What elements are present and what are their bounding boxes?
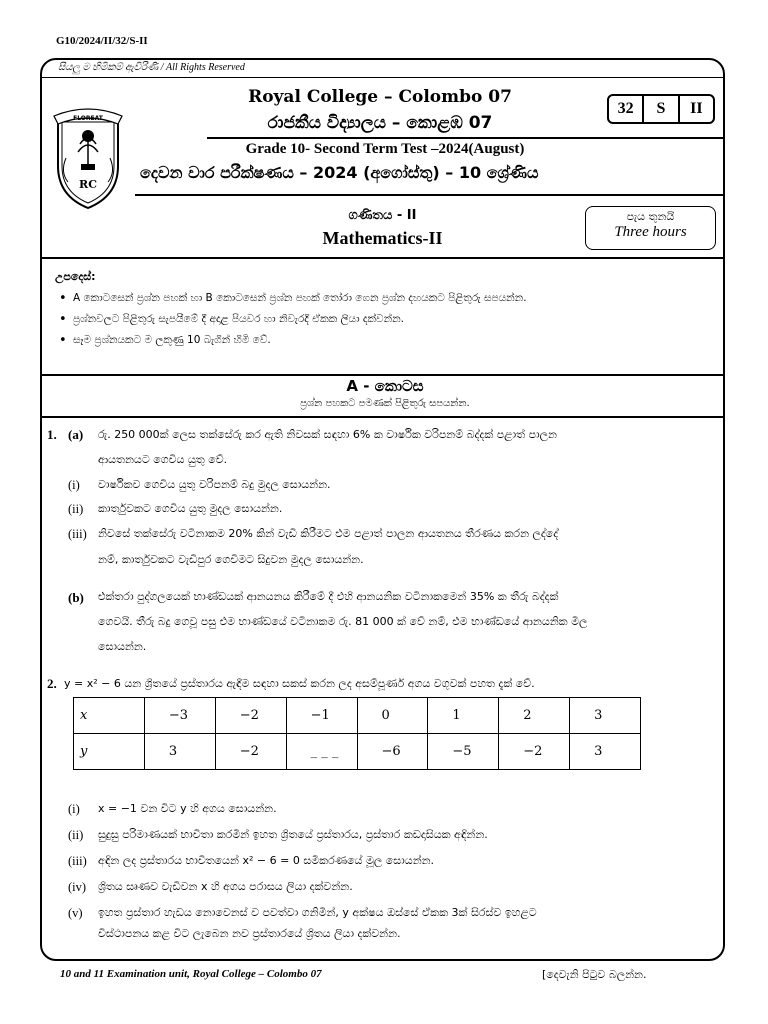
table-cell: −3 bbox=[144, 698, 215, 734]
q2-number: 2. bbox=[47, 676, 57, 691]
paper-code-boxes bbox=[607, 94, 715, 124]
q2-part-iii-text: අඳින ලද ප්‍රස්තාරය භාවිතයෙන් x² − 6 = 0 සමීකරණයේ මූල සොයන්න. bbox=[98, 854, 435, 867]
q2-part-iii-label: (iii) bbox=[68, 854, 87, 868]
table-cell: −2 bbox=[215, 734, 286, 770]
q2-part-v-label: (v) bbox=[68, 906, 83, 920]
header-divider-bottom bbox=[135, 194, 725, 196]
header-divider-top bbox=[207, 137, 725, 139]
q1b-line3: සොයන්න. bbox=[98, 640, 147, 653]
term-line-si: දෙවන වාර පරීක්ෂණය – 2024 (අගෝස්තු) – 10 ශ්‍රේණිය bbox=[140, 163, 539, 182]
table-cell: 2 bbox=[499, 698, 570, 734]
q1a-part-ii-label: (ii) bbox=[68, 502, 84, 516]
instruction-item: • A කොටසෙන් ප්‍රශ්න පහක් හා B කොටසෙන් ප්‍රශ්න පහක් තෝරා ගෙන ප්‍රශ්න දහයකට පිළිතුරු සපයන්න. bbox=[55, 288, 715, 309]
code-box-3: II bbox=[678, 96, 713, 122]
q2-part-i-label: (i) bbox=[68, 802, 80, 816]
q1a-part-iii-label: (iii) bbox=[68, 527, 87, 541]
value-table bbox=[73, 697, 641, 770]
rights-divider bbox=[40, 77, 725, 78]
q1a-part-iii-line2: නම්, කාර්තුවකට වැඩිපුර ගෙවීමට සිදුවන මුදල සොයන්න. bbox=[98, 553, 364, 566]
table-row bbox=[74, 734, 641, 770]
table-cell: 3 bbox=[144, 734, 215, 770]
table-cell: 3 bbox=[570, 698, 641, 734]
q2-part-i-text: x = −1 වන විට y හි අගය සොයන්න. bbox=[98, 802, 277, 815]
q1b-line1: එක්තරා පුද්ගලයෙක් භාණ්ඩයක් ආනයනය කිරීමේ දී එහි ආනයනික වටිනාකමෙන් 35% ක තීරු බද්දක් bbox=[98, 590, 559, 603]
q1b-label: (b) bbox=[68, 590, 84, 605]
q1b-line2: ගෙවයි. තීරු බදු ගෙවූ පසු එම භාණ්ඩයේ වටිනාකම රු. 81 000 ක් වේ නම්, එම භාණ්ඩයේ ආනයනික මිල bbox=[98, 615, 588, 628]
q2-part-iv-label: (iv) bbox=[68, 880, 87, 894]
subject-en: Mathematics-II bbox=[322, 228, 443, 248]
q1a-part-iii-line1: නිවසේ තක්සේරු වටිනාකම 20% කින් වැඩි කිරීමට එම පළාත් පාලන ආයතනය තීරණය කරන ලද්දේ bbox=[98, 527, 559, 540]
section-a-title: A - කොටස bbox=[346, 377, 424, 395]
table-cell: −6 bbox=[357, 734, 428, 770]
q2-part-ii-label: (ii) bbox=[68, 828, 84, 842]
q2-part-v-line2: විස්ථාපනය කළ විට ලැබෙන නව ප්‍රස්තාරයේ ශ්‍රිතය ලියා දක්වන්න. bbox=[98, 927, 401, 940]
q2-intro: y = x² − 6 යන ශ්‍රිතයේ ප්‍රස්තාරය ඇඳීම සඳහා සකස් කරන ලද අසම්පූර්ණ අගය වගුවක් පහත දැක් වේ. bbox=[64, 677, 535, 690]
q2-part-ii-text: සුදුසු පරිමාණයක් භාවිතා කරමින් ඉහත ශ්‍රිතයේ ප්‍රස්තාරය, ප්‍රස්තාර කඩදාසියක අඳින්න. bbox=[98, 828, 488, 841]
college-crest-logo bbox=[48, 96, 128, 212]
footer-left: 10 and 11 Examination unit, Royal College – Colombo 07 bbox=[60, 968, 322, 980]
q2-part-v-line1: ඉහත ප්‍රස්තාර හැඩය නොවෙනස් ව පවත්වා ගනිමින්, y අක්ෂය ඔස්සේ ඒකක 3ක් සිරස්ව ඉහළට bbox=[98, 906, 537, 919]
paper-code: G10/2024/II/32/S-II bbox=[56, 35, 148, 47]
table-cell: 0 bbox=[357, 698, 428, 734]
svg-text:FLOREAT: FLOREAT bbox=[73, 115, 103, 122]
instructions bbox=[55, 270, 715, 351]
college-name-si: රාජකීය විද්‍යාලය – කොළඹ 07 bbox=[267, 113, 493, 133]
svg-text:RC: RC bbox=[79, 178, 97, 191]
table-cell: −1 bbox=[286, 698, 357, 734]
q1a-part-i-text: වාර්ෂිකව ගෙවිය යුතු වරිපනම් බදු මුදල සොයන්න. bbox=[98, 478, 331, 491]
table-cell: −5 bbox=[428, 734, 499, 770]
college-name-en: Royal College – Colombo 07 bbox=[248, 87, 512, 107]
table-row bbox=[74, 698, 641, 734]
instruction-item: • සෑම ප්‍රශ්නයකට ම ලකුණු 10 බැගින් හිමි වේ. bbox=[55, 330, 715, 351]
q1-number: 1. bbox=[47, 427, 57, 442]
section-divider-top bbox=[40, 374, 725, 376]
instructions-heading: උපදෙස්: bbox=[55, 270, 96, 283]
table-cell: −2 bbox=[215, 698, 286, 734]
code-box-2: S bbox=[642, 96, 677, 122]
q1a-text-line1: රු. 250 000ක් ලෙස තක්සේරු කර ඇති නිවසක් සඳහා 6% ක වාර්ෂික වරිපනම් බද්දක් පළාත් පාලන bbox=[98, 428, 557, 441]
q1a-part-i-label: (i) bbox=[68, 478, 80, 492]
instruction-item: • ප්‍රශ්නවලට පිළිතුරු සැපයීමේ දී අදාළ පියවර හා නිවැරදි ඒකක ලියා දක්වන්න. bbox=[55, 309, 715, 330]
table-cell-x-label: x bbox=[74, 698, 145, 734]
table-cell: 1 bbox=[428, 698, 499, 734]
grade-line: Grade 10- Second Term Test –2024(August) bbox=[245, 141, 525, 157]
time-en: Three hours bbox=[614, 224, 687, 240]
q2-part-iv-text: ශ්‍රිතය සෘණව වැඩිවන x හි අගය පරාසය ලියා දක්වන්න. bbox=[98, 880, 353, 893]
q1a-label: (a) bbox=[68, 427, 84, 442]
footer-right: [දෙවැනි පිටුව බලන්න. bbox=[542, 968, 647, 981]
time-box bbox=[585, 206, 716, 250]
table-cell-missing: _ _ _ bbox=[286, 734, 357, 770]
code-box-1: 32 bbox=[617, 100, 634, 117]
rights-notice: සියලු ම හිමිකම් ඇවිරිණි / All Rights Reserved bbox=[58, 62, 245, 73]
section-a-subtitle: ප්‍රශ්න පහකට පමණක් පිළිතුරු සපයන්න. bbox=[300, 398, 470, 409]
q1a-part-ii-text: කාර්තුවකට ගෙවිය යුතු මුදල සොයන්න. bbox=[98, 502, 283, 515]
time-si: පැය තුනයි bbox=[626, 210, 675, 223]
q1a-text-line2: ආයතනයට ගෙවිය යුතු වේ. bbox=[98, 453, 228, 466]
table-cell: −2 bbox=[499, 734, 570, 770]
subject-si: ගණිතය - II bbox=[348, 208, 417, 223]
section-divider-bottom bbox=[40, 416, 725, 418]
instructions-divider-top bbox=[40, 257, 725, 259]
table-cell: 3 bbox=[570, 734, 641, 770]
table-cell-y-label: y bbox=[74, 734, 145, 770]
